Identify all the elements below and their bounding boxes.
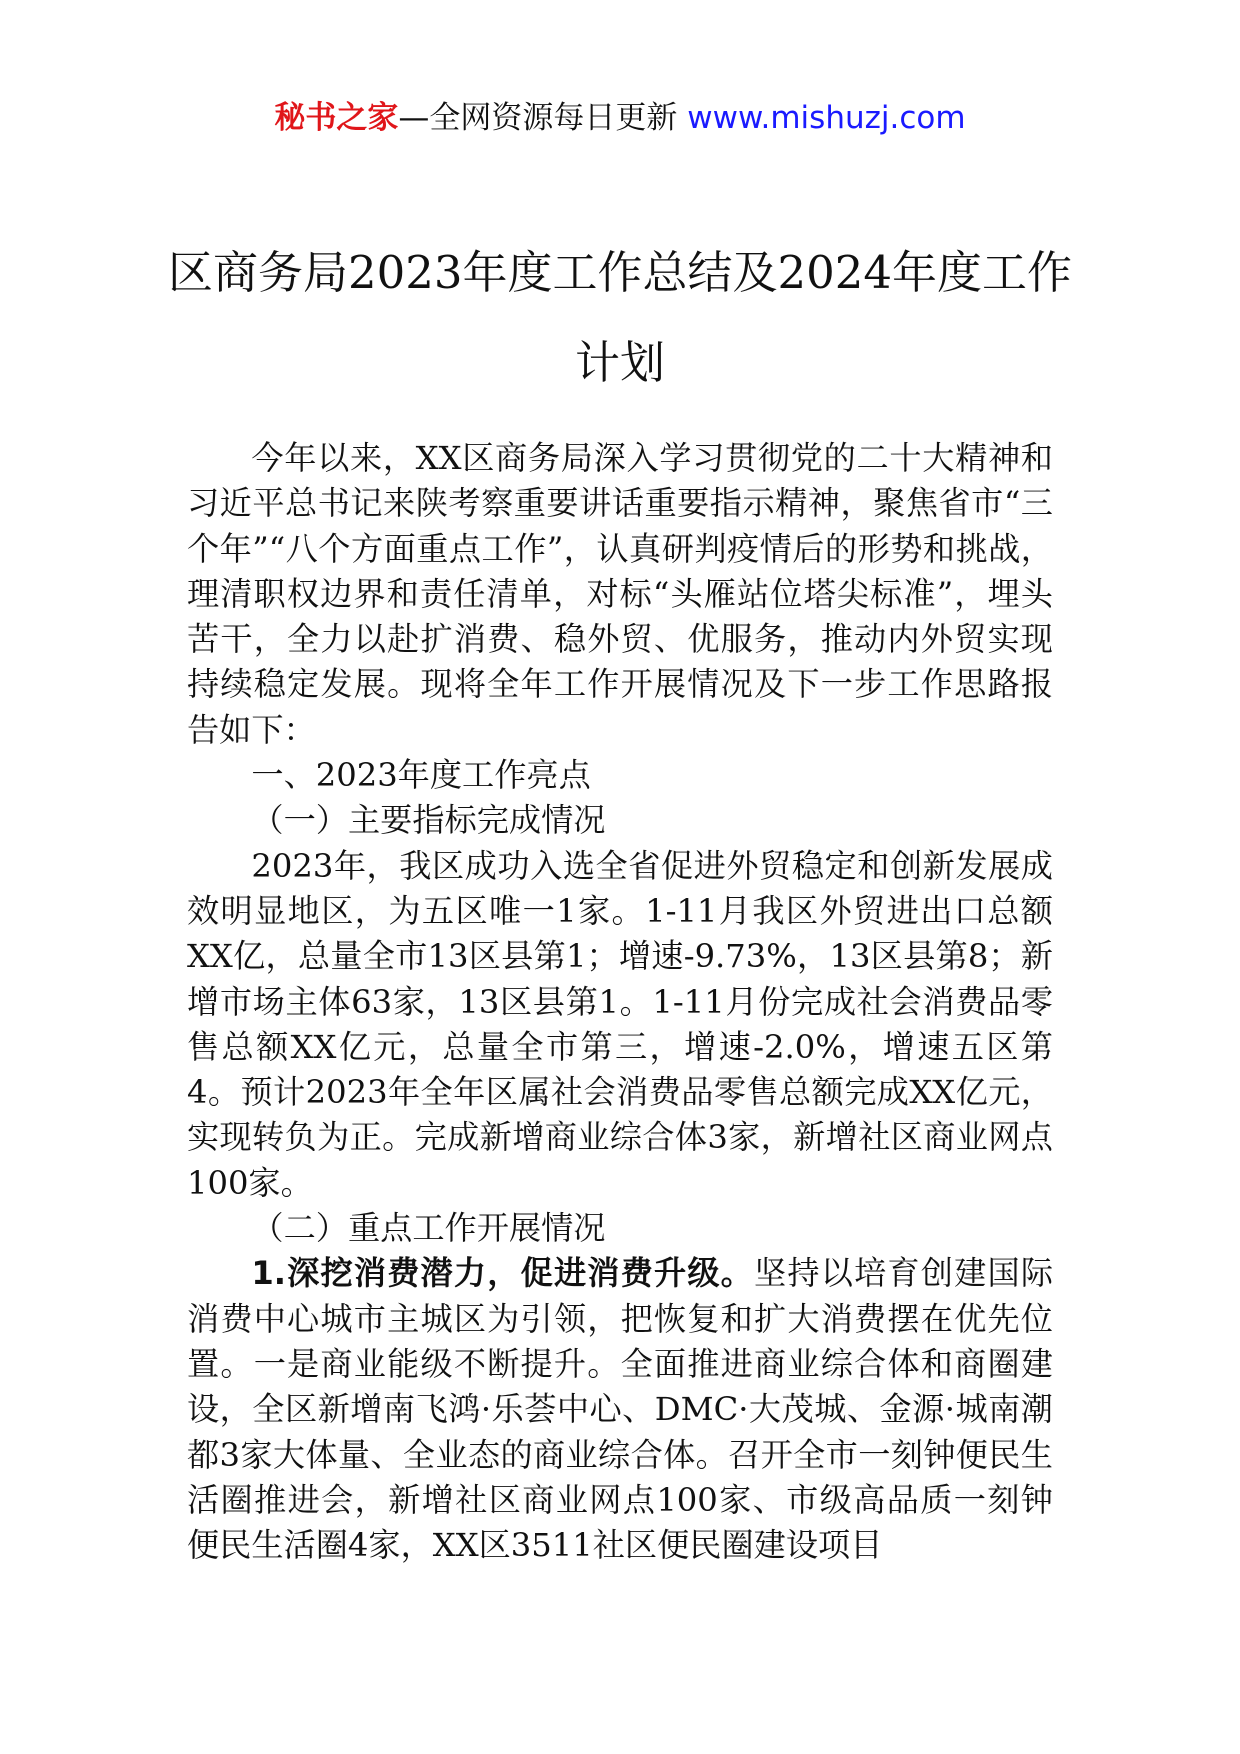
- section-heading: 一、2023年度工作亮点: [251, 756, 591, 795]
- paragraph-bold-lead: 1.深挖消费潜力，促进消费升级。: [251, 1254, 755, 1293]
- indicators-paragraph: 2023年，我区成功入选全省促进外贸稳定和创新发展成效明显地区，为五区唯一1家。1-11月我区外贸进出口总额XX亿，总量全市13区县第1；增速-9.73%，13区县第8；新增市场主体63家，13区县第1。1-11月份完成社会消费品零售总额XX亿元，总量全市第三，增速-2.0%，增速五区第4。预计2023年全年区属社会消费品零售总额完成XX亿元，实现转负为正。完成新增商业综合体3家，新增社区商业网点100家。: [187, 846, 1053, 1202]
- site-url-link[interactable]: www.mishuzj.com: [687, 100, 966, 136]
- intro-paragraph: 今年以来，XX区商务局深入学习贯彻党的二十大精神和习近平总书记来陕考察重要讲话重要指示精神，聚焦省市“三个年”“八个方面重点工作”，认真研判疫情后的形势和挑战，理清职权边界和责任清单，对标“头雁站位塔尖标准”，埋头苦干，全力以赴扩消费、稳外贸、优服务，推动内外贸实现持续稳定发展。现将全年工作开展情况及下一步工作思路报告如下：: [187, 439, 1053, 749]
- site-tagline: —全网资源每日更新: [398, 100, 678, 136]
- site-brand[interactable]: 秘书之家: [274, 100, 399, 136]
- subsection-heading-1: （一）主要指标完成情况: [251, 801, 606, 840]
- subsection-heading-2: （二）重点工作开展情况: [251, 1209, 606, 1248]
- document-title: 区商务局2023年度工作总结及2024年度工作计划: [167, 246, 1073, 389]
- site-header: [0, 98, 1240, 138]
- document-body: [187, 436, 1053, 1568]
- paragraph-text: 坚持以培育创建国际消费中心城市主城区为引领，把恢复和扩大消费摆在优先位置。一是商业能级不断提升。全面推进商业综合体和商圈建设，全区新增南飞鸿·乐荟中心、DMC·大茂城、金源·城南潮都3家大体量、全业态的商业综合体。召开全市一刻钟便民生活圈推进会，新增社区商业网点100家、市级高品质一刻钟便民生活圈4家，XX区3511社区便民圈建设项目: [187, 1254, 1054, 1565]
- consumption-paragraph: [187, 1251, 1053, 1568]
